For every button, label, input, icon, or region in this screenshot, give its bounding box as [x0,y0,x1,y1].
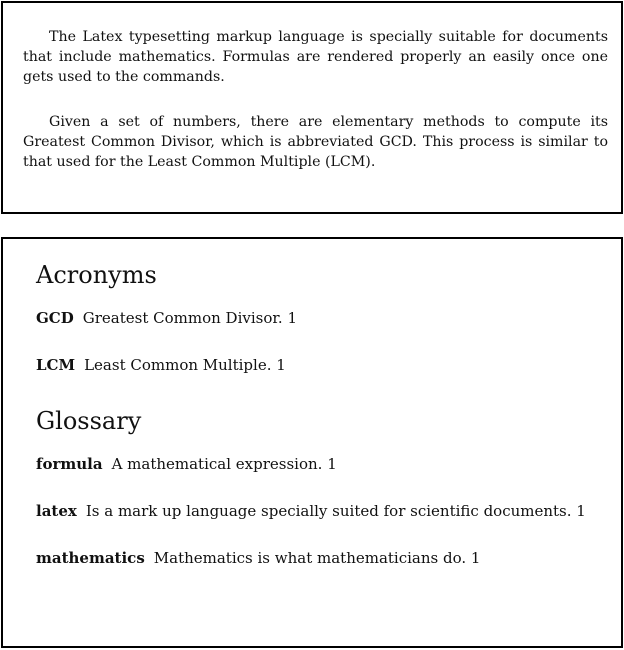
glossary-definition: A mathematical expression. [111,455,323,473]
page-reference[interactable]: 1 [327,455,337,473]
body-paragraph: The Latex typesetting markup language is specially suitable for documents that include mathematics. Formulas are rendered properly an easily once one gets used to the commands. [23,29,608,85]
glossary-entry [36,501,586,521]
glossary-entry [36,454,337,474]
acronym-definition: Least Common Multiple. [84,356,272,374]
acronym-entry [36,355,286,375]
glossary-term: latex [36,502,77,520]
acronym-definition: Greatest Common Divisor. [82,309,283,327]
glossary-definition: Mathematics is what mathematicians do. [153,549,467,567]
page-reference[interactable]: 1 [276,356,286,374]
page-reference[interactable]: 1 [287,309,297,327]
page-reference[interactable]: 1 [470,549,481,567]
glossary-page-frame [1,237,623,648]
acronym-term: LCM [36,356,76,374]
acronym-entry [36,308,297,328]
glossary-term: mathematics [36,549,145,567]
acronyms-heading: Acronyms [36,261,157,289]
glossary-definition: Is a mark up language specially suited for scientific documents. [85,502,572,520]
text-page-frame [1,1,623,214]
acronym-term: GCD [36,309,74,327]
glossary-term: formula [36,455,103,473]
glossary-entry [36,548,480,568]
page-reference[interactable]: 1 [576,502,586,520]
glossary-heading: Glossary [36,407,142,435]
body-paragraph: Given a set of numbers, there are elementary methods to compute its Greatest Common Divisor, which is abbreviated GCD. This process is similar to that used for the Least Common Multiple (LCM). [23,114,608,170]
